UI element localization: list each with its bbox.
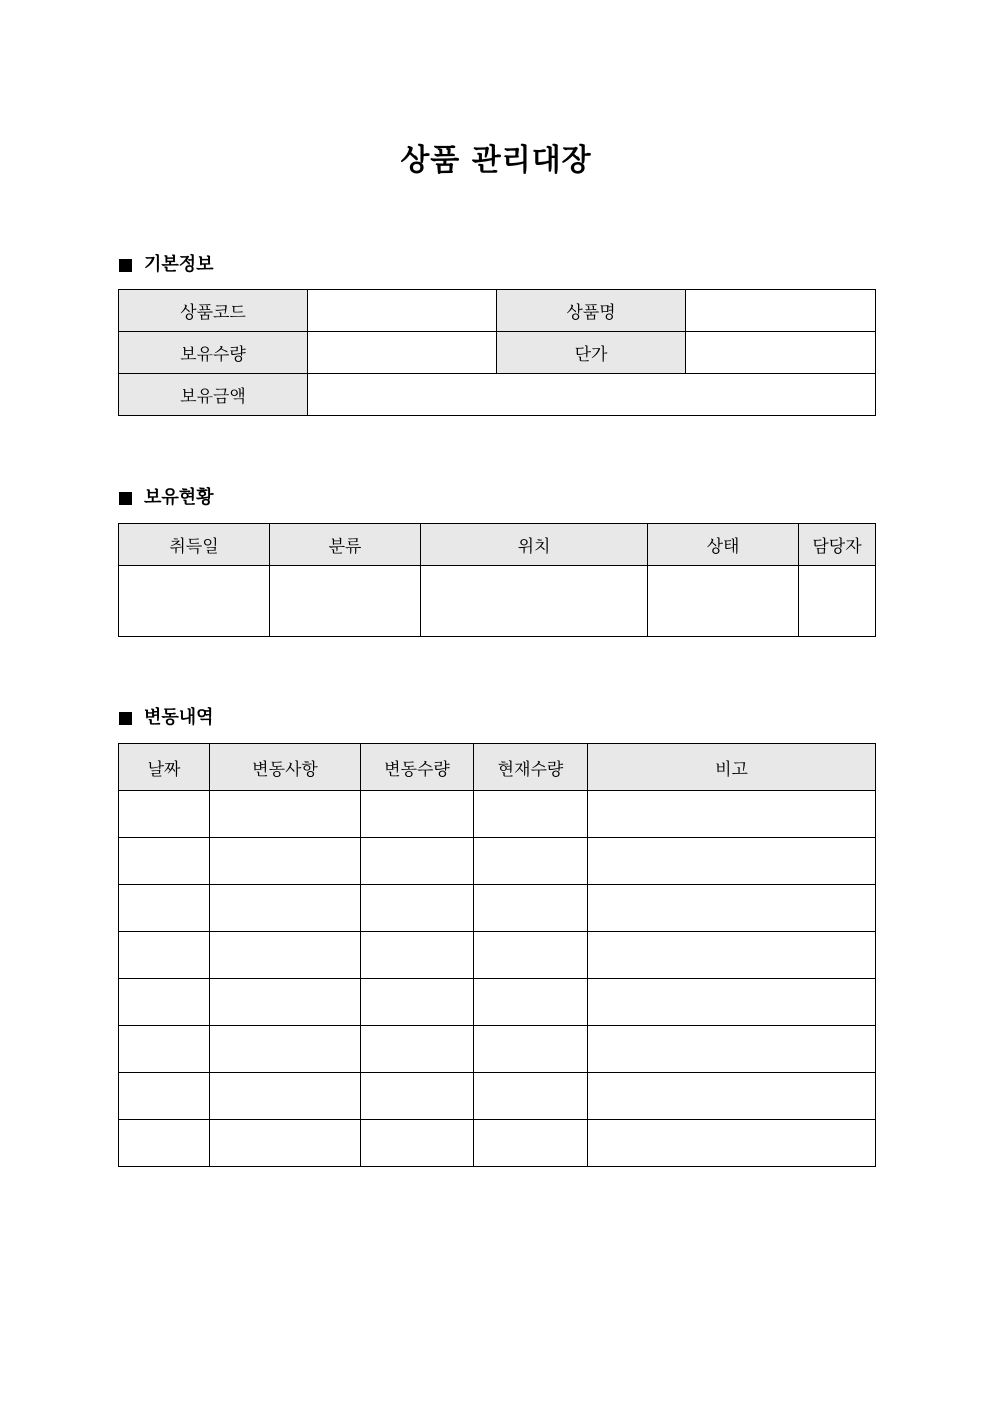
current-quantity-cell[interactable]: [474, 1026, 588, 1073]
current-quantity-cell[interactable]: [474, 838, 588, 885]
change-quantity-cell[interactable]: [361, 791, 474, 838]
table-row: [119, 932, 876, 979]
table-header-row: [119, 524, 876, 566]
change-detail-cell[interactable]: [210, 1120, 361, 1167]
date-cell[interactable]: [119, 932, 210, 979]
change-quantity-cell[interactable]: [361, 1120, 474, 1167]
table-row: [119, 838, 876, 885]
column-header-date: 날짜: [119, 744, 210, 791]
holding-status-heading: [119, 486, 214, 510]
column-header-change-detail: 변동사항: [210, 744, 361, 791]
change-detail-cell[interactable]: [210, 885, 361, 932]
remarks-cell[interactable]: [588, 1026, 876, 1073]
date-cell[interactable]: [119, 1026, 210, 1073]
change-quantity-cell[interactable]: [361, 1026, 474, 1073]
product-code-label: 상품코드: [119, 290, 308, 332]
date-cell[interactable]: [119, 1120, 210, 1167]
basic-info-heading-text: 기본정보: [144, 254, 214, 275]
basic-info-heading: [119, 253, 214, 277]
remarks-cell[interactable]: [588, 1073, 876, 1120]
unit-price-label: 단가: [497, 332, 686, 374]
table-row: [119, 1120, 876, 1167]
column-header-category: 분류: [270, 524, 421, 566]
current-quantity-cell[interactable]: [474, 1073, 588, 1120]
current-quantity-cell[interactable]: [474, 932, 588, 979]
product-code-field[interactable]: [308, 290, 497, 332]
table-row: [119, 885, 876, 932]
table-row: [119, 374, 876, 416]
current-quantity-cell[interactable]: [474, 979, 588, 1026]
table-row: [119, 566, 876, 637]
remarks-cell[interactable]: [588, 932, 876, 979]
change-detail-cell[interactable]: [210, 1073, 361, 1120]
unit-price-field[interactable]: [686, 332, 876, 374]
change-detail-cell[interactable]: [210, 791, 361, 838]
remarks-cell[interactable]: [588, 791, 876, 838]
table-header-row: [119, 744, 876, 791]
change-detail-cell[interactable]: [210, 979, 361, 1026]
remarks-cell[interactable]: [588, 979, 876, 1026]
product-name-field[interactable]: [686, 290, 876, 332]
change-detail-cell[interactable]: [210, 838, 361, 885]
change-quantity-cell[interactable]: [361, 1073, 474, 1120]
change-quantity-cell[interactable]: [361, 932, 474, 979]
location-cell[interactable]: [421, 566, 648, 637]
column-header-acquired-date: 취득일: [119, 524, 270, 566]
status-cell[interactable]: [648, 566, 799, 637]
current-quantity-cell[interactable]: [474, 1120, 588, 1167]
current-quantity-cell[interactable]: [474, 885, 588, 932]
date-cell[interactable]: [119, 979, 210, 1026]
holding-status-heading-text: 보유현황: [144, 487, 214, 508]
amount-label: 보유금액: [119, 374, 308, 416]
amount-field[interactable]: [308, 374, 876, 416]
quantity-label: 보유수량: [119, 332, 308, 374]
square-bullet-icon: [119, 259, 132, 272]
column-header-remarks: 비고: [588, 744, 876, 791]
change-quantity-cell[interactable]: [361, 885, 474, 932]
column-header-status: 상태: [648, 524, 799, 566]
acquired-date-cell[interactable]: [119, 566, 270, 637]
remarks-cell[interactable]: [588, 885, 876, 932]
column-header-location: 위치: [421, 524, 648, 566]
quantity-field[interactable]: [308, 332, 497, 374]
change-detail-cell[interactable]: [210, 1026, 361, 1073]
current-quantity-cell[interactable]: [474, 791, 588, 838]
table-row: [119, 1073, 876, 1120]
change-quantity-cell[interactable]: [361, 838, 474, 885]
basic-info-table: [118, 289, 876, 416]
document-title: 상품 관리대장: [400, 143, 592, 178]
change-history-heading-text: 변동내역: [144, 707, 214, 728]
date-cell[interactable]: [119, 791, 210, 838]
date-cell[interactable]: [119, 885, 210, 932]
remarks-cell[interactable]: [588, 1120, 876, 1167]
table-row: [119, 332, 876, 374]
change-quantity-cell[interactable]: [361, 979, 474, 1026]
change-history-body: [119, 791, 876, 1167]
change-history-table: [118, 743, 876, 1167]
remarks-cell[interactable]: [588, 838, 876, 885]
square-bullet-icon: [119, 492, 132, 505]
column-header-current-quantity: 현재수량: [474, 744, 588, 791]
column-header-change-quantity: 변동수량: [361, 744, 474, 791]
table-row: [119, 290, 876, 332]
column-header-manager: 담당자: [799, 524, 876, 566]
table-row: [119, 791, 876, 838]
table-row: [119, 1026, 876, 1073]
category-cell[interactable]: [270, 566, 421, 637]
holding-status-table: [118, 523, 876, 637]
date-cell[interactable]: [119, 838, 210, 885]
manager-cell[interactable]: [799, 566, 876, 637]
table-row: [119, 979, 876, 1026]
change-detail-cell[interactable]: [210, 932, 361, 979]
change-history-heading: [119, 706, 214, 730]
date-cell[interactable]: [119, 1073, 210, 1120]
product-name-label: 상품명: [497, 290, 686, 332]
square-bullet-icon: [119, 712, 132, 725]
